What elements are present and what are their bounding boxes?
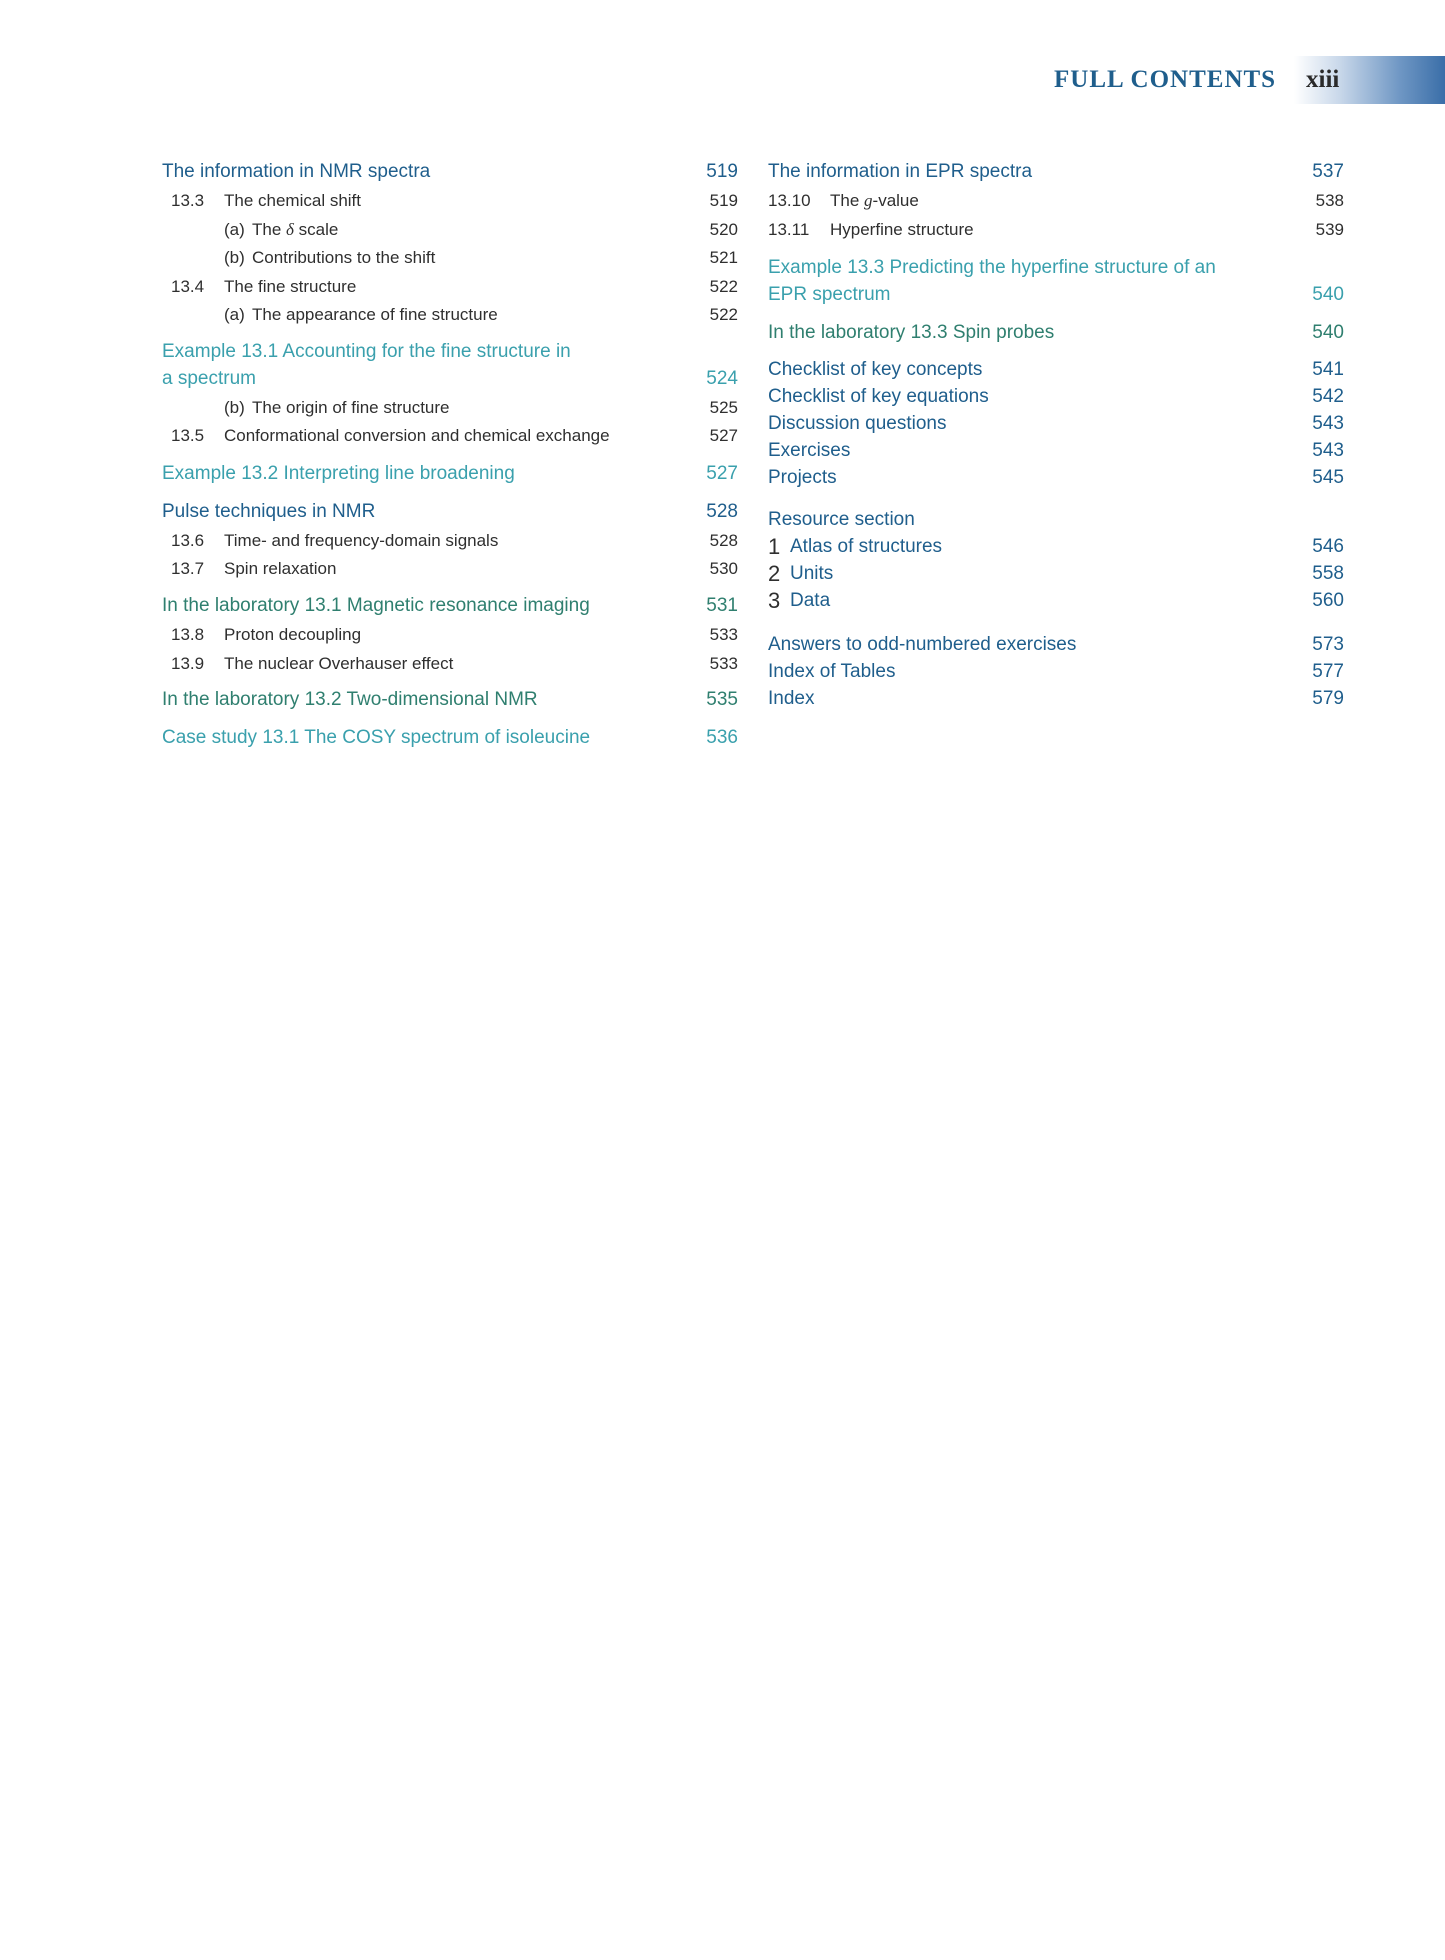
section-number: 13.7 xyxy=(171,559,205,578)
resource-number: 3 xyxy=(768,588,781,613)
toc-label: Checklist of key concepts xyxy=(768,359,983,380)
toc-page: 533 xyxy=(709,654,738,673)
toc-label: The origin of fine structure xyxy=(252,398,450,417)
toc-page: 520 xyxy=(709,220,738,239)
toc-page: 528 xyxy=(706,501,738,522)
toc-label: The nuclear Overhauser effect xyxy=(224,654,454,673)
toc-label: Proton decoupling xyxy=(224,625,362,644)
toc-page: 558 xyxy=(1312,563,1344,584)
page-number: xiii xyxy=(1306,66,1340,93)
toc-page: 522 xyxy=(709,305,738,324)
subsection-letter: (b) xyxy=(224,398,245,417)
toc-label: Projects xyxy=(768,467,837,488)
toc-page: 545 xyxy=(1312,467,1344,488)
running-header-title: FULL CONTENTS xyxy=(1054,66,1277,93)
toc-label: Index xyxy=(768,688,815,709)
resource-number: 1 xyxy=(768,534,781,559)
toc-page: 543 xyxy=(1312,413,1344,434)
toc-page: 540 xyxy=(1312,322,1344,343)
toc-page: 533 xyxy=(709,625,738,644)
toc-example-13-3[interactable] xyxy=(768,257,1344,313)
subsection-letter: (a) xyxy=(224,305,245,324)
section-number: 13.11 xyxy=(768,220,810,239)
section-number: 13.9 xyxy=(171,654,205,673)
toc-page: 536 xyxy=(706,727,738,748)
toc-page: 521 xyxy=(709,248,738,267)
toc-page: 524 xyxy=(706,368,738,389)
toc-label: The g-value xyxy=(830,191,919,210)
toc-example-13-1[interactable] xyxy=(162,341,738,397)
toc-page: 540 xyxy=(1312,284,1344,305)
delta-symbol: δ xyxy=(286,220,294,239)
toc-label: The information in EPR spectra xyxy=(768,161,1033,182)
toc-label: Pulse techniques in NMR xyxy=(162,501,376,522)
toc-label-line2: a spectrum xyxy=(162,368,256,389)
toc-page: 519 xyxy=(706,161,738,182)
toc-page: 579 xyxy=(1312,688,1344,709)
toc-page: 546 xyxy=(1312,536,1344,557)
subsection-letter: (b) xyxy=(224,248,245,267)
section-number: 13.10 xyxy=(768,191,811,210)
toc-page: 537 xyxy=(1312,161,1344,182)
section-number: 13.3 xyxy=(171,191,205,210)
toc-label: Atlas of structures xyxy=(790,536,943,557)
toc-label: The appearance of fine structure xyxy=(252,305,498,324)
toc-label: Spin relaxation xyxy=(224,559,337,578)
toc-label: Conformational conversion and chemical exchange xyxy=(224,426,610,445)
toc-label-line1: Example 13.3 Predicting the hyperfine structure of an xyxy=(768,257,1216,278)
toc-label: Example 13.2 Interpreting line broadening xyxy=(162,463,515,484)
toc-page: 573 xyxy=(1312,634,1344,655)
toc-page: 530 xyxy=(709,559,738,578)
toc-label: Data xyxy=(790,590,831,611)
resource-number: 2 xyxy=(768,561,781,586)
section-number: 13.6 xyxy=(171,531,205,550)
toc-page: 560 xyxy=(1312,590,1344,611)
toc-page: 527 xyxy=(709,426,738,445)
toc-page: 535 xyxy=(706,689,738,710)
toc-page: 577 xyxy=(1312,661,1344,682)
toc-label: Checklist of key equations xyxy=(768,386,989,407)
toc-page: 528 xyxy=(709,531,738,550)
toc-label: The fine structure xyxy=(224,277,357,296)
subsection-letter: (a) xyxy=(224,220,245,239)
toc-label: Case study 13.1 The COSY spectrum of isoleucine xyxy=(162,727,591,748)
toc-label-line1: Example 13.1 Accounting for the fine structure in xyxy=(162,341,571,362)
toc-page: 522 xyxy=(709,277,738,296)
toc-page: 531 xyxy=(706,595,738,616)
toc-label-line2: EPR spectrum xyxy=(768,284,891,305)
toc-page: 519 xyxy=(709,191,738,210)
section-number: 13.5 xyxy=(171,426,205,445)
toc-label: In the laboratory 13.1 Magnetic resonance imaging xyxy=(162,595,590,616)
toc-label: Exercises xyxy=(768,440,851,461)
toc-page: 542 xyxy=(1312,386,1344,407)
toc-label: Resource section xyxy=(768,509,915,530)
toc-label: Units xyxy=(790,563,834,584)
section-number: 13.8 xyxy=(171,625,205,644)
section-number: 13.4 xyxy=(171,277,205,296)
toc-page: 527 xyxy=(706,463,738,484)
toc-label: Time- and frequency-domain signals xyxy=(224,531,499,550)
toc-label: The δ scale xyxy=(252,220,339,239)
toc-label: The information in NMR spectra xyxy=(162,161,431,182)
toc-page: 543 xyxy=(1312,440,1344,461)
toc-label: Contributions to the shift xyxy=(252,248,436,267)
toc-page: 525 xyxy=(709,398,738,417)
toc-page: 538 xyxy=(1315,191,1344,210)
toc-label: Discussion questions xyxy=(768,413,947,434)
toc-label: The chemical shift xyxy=(224,191,361,210)
toc-page: 541 xyxy=(1312,359,1344,380)
toc-label: Hyperfine structure xyxy=(830,220,974,239)
g-symbol: g xyxy=(864,191,873,210)
toc-label: Answers to odd-numbered exercises xyxy=(768,634,1077,655)
toc-label: Index of Tables xyxy=(768,661,896,682)
toc-page: 539 xyxy=(1315,220,1344,239)
toc-label: In the laboratory 13.3 Spin probes xyxy=(768,322,1055,343)
toc-label: In the laboratory 13.2 Two-dimensional NMR xyxy=(162,689,538,710)
